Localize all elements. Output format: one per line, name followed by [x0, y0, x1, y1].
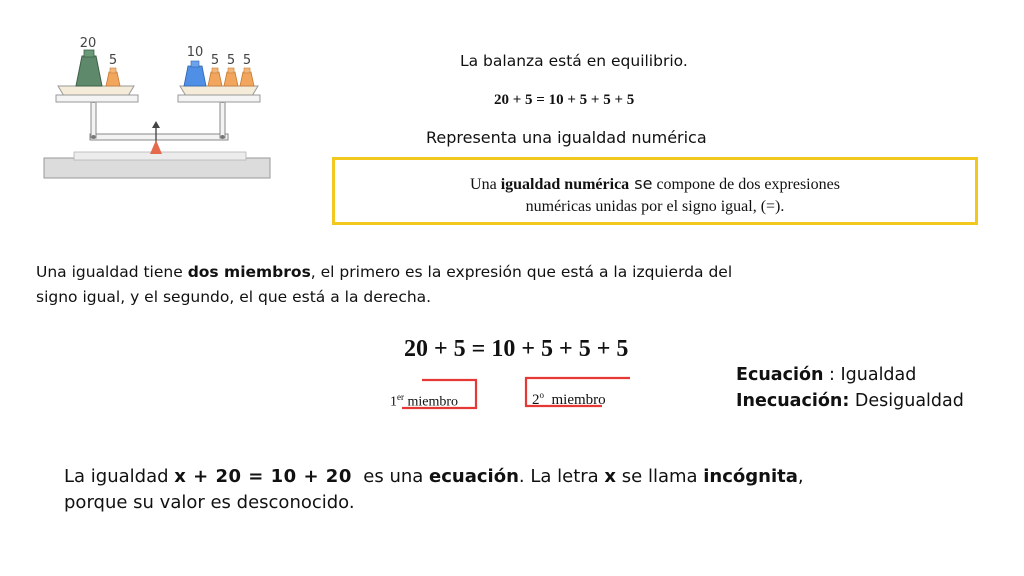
- bottom-p5: ,: [797, 466, 804, 487]
- second-member-label: [532, 390, 606, 409]
- ecuacion-value: Igualdad: [840, 365, 917, 385]
- weight-label-5-c: 5: [242, 53, 252, 68]
- second-member-sup: o: [539, 390, 544, 400]
- represents-statement: Representa una igualdad numérica: [426, 128, 707, 147]
- inecuacion-line: [736, 388, 964, 414]
- ecuacion-line: [736, 362, 964, 388]
- main-equation: 20 + 5 = 10 + 5 + 5 + 5: [404, 336, 629, 362]
- pointer-icon: [150, 140, 162, 154]
- definition-line-2: numéricas unidas por el signo igual, (=).: [525, 198, 785, 215]
- members-line-1: [36, 260, 836, 285]
- balance-equality: 20 + 5 = 10 + 5 + 5 + 5: [494, 92, 635, 108]
- inecuacion-value: Desigualdad: [849, 391, 964, 411]
- definition-line-1: [332, 173, 978, 196]
- definition-se: se: [629, 174, 653, 193]
- ecuacion-label: Ecuación: [736, 365, 824, 385]
- first-member-label: [390, 392, 458, 411]
- definition-text: [332, 173, 978, 218]
- second-member-num: 2: [532, 392, 540, 408]
- first-member-word: miembro: [404, 394, 459, 410]
- second-member-word: miembro: [544, 392, 606, 408]
- members-line-2: signo igual, y el segundo, el que está a la derecha.: [36, 288, 432, 306]
- members-paragraph: [36, 260, 836, 310]
- bottom-p1: La igualdad: [64, 466, 175, 487]
- first-member-sup: er: [397, 392, 404, 402]
- ecuacion-sep: :: [823, 365, 841, 385]
- definition-part2: compone de dos expresiones: [652, 176, 840, 193]
- first-member-num: 1: [390, 394, 397, 410]
- bottom-p2: es una: [351, 466, 430, 487]
- inecuacion-label: Inecuación:: [736, 391, 850, 411]
- bottom-paragraph: [64, 464, 944, 516]
- bottom-x: x: [604, 466, 617, 487]
- bottom-line-2: porque su valor es desconocido.: [64, 492, 355, 513]
- definition-part1: Una: [470, 176, 501, 193]
- definition-bold: igualdad numérica: [500, 176, 630, 193]
- weight-label-5-b: 5: [226, 53, 236, 68]
- weight-label-5-a: 5: [210, 53, 220, 68]
- bottom-incognita: incógnita: [703, 466, 798, 487]
- members-bold: dos miembros: [187, 263, 311, 281]
- members-part1: Una igualdad tiene: [36, 263, 188, 281]
- bottom-ecuacion: ecuación: [429, 466, 519, 487]
- bottom-line-1: [64, 464, 944, 490]
- bottom-expression: x + 20 = 10 + 20: [174, 466, 352, 487]
- weight-label-10: 10: [186, 45, 204, 60]
- weight-label-5-left: 5: [108, 53, 118, 68]
- balance-statement: La balanza está en equilibrio.: [460, 52, 688, 70]
- weight-label-20: 20: [79, 36, 97, 51]
- terms-block: [736, 362, 964, 414]
- members-part2: , el primero es la expresión que está a la izquierda del: [310, 263, 733, 281]
- bottom-p4: se llama: [616, 466, 704, 487]
- balance-scale-illustration: [40, 28, 280, 184]
- bottom-p3: . La letra: [518, 466, 605, 487]
